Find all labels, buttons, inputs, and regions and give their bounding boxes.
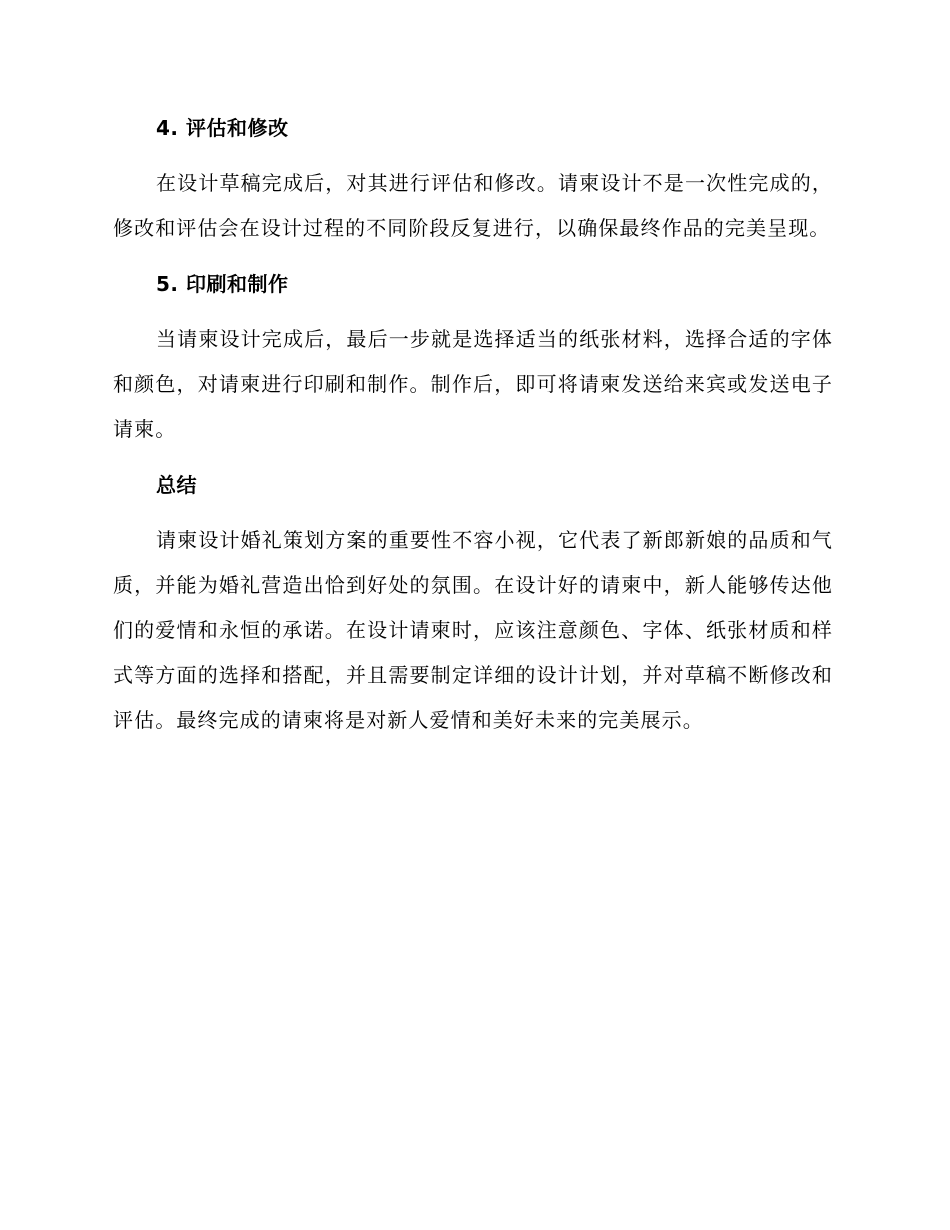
section-paragraph-print-produce: 当请柬设计完成后，最后一步就是选择适当的纸张材料，选择合适的字体和颜色，对请柬进行印刷和制作。制作后，即可将请柬发送给来宾或发送电子请柬。 <box>113 327 833 441</box>
section-heading-summary: 总结 <box>156 473 197 497</box>
section-paragraph-summary: 请柬设计婚礼策划方案的重要性不容小视，它代表了新郎新娘的品质和气质，并能为婚礼营造出恰到好处的氛围。在设计好的请柬中，新人能够传达他们的爱情和永恒的承诺。在设计请柬时，应该注意颜色、字体、纸张材质和样式等方面的选择和搭配，并且需要制定详细的设计计划，并对草稿不断修改和评估。最终完成的请柬将是对新人爱情和美好未来的完美展示。 <box>113 528 833 732</box>
section-paragraph-evaluate-revise: 在设计草稿完成后，对其进行评估和修改。请柬设计不是一次性完成的，修改和评估会在设计过程的不同阶段反复进行，以确保最终作品的完美呈现。 <box>113 171 833 240</box>
section-heading-evaluate-revise: 4. 评估和修改 <box>156 116 289 140</box>
document-content <box>113 108 833 743</box>
section-heading-print-produce: 5. 印刷和制作 <box>156 272 289 296</box>
